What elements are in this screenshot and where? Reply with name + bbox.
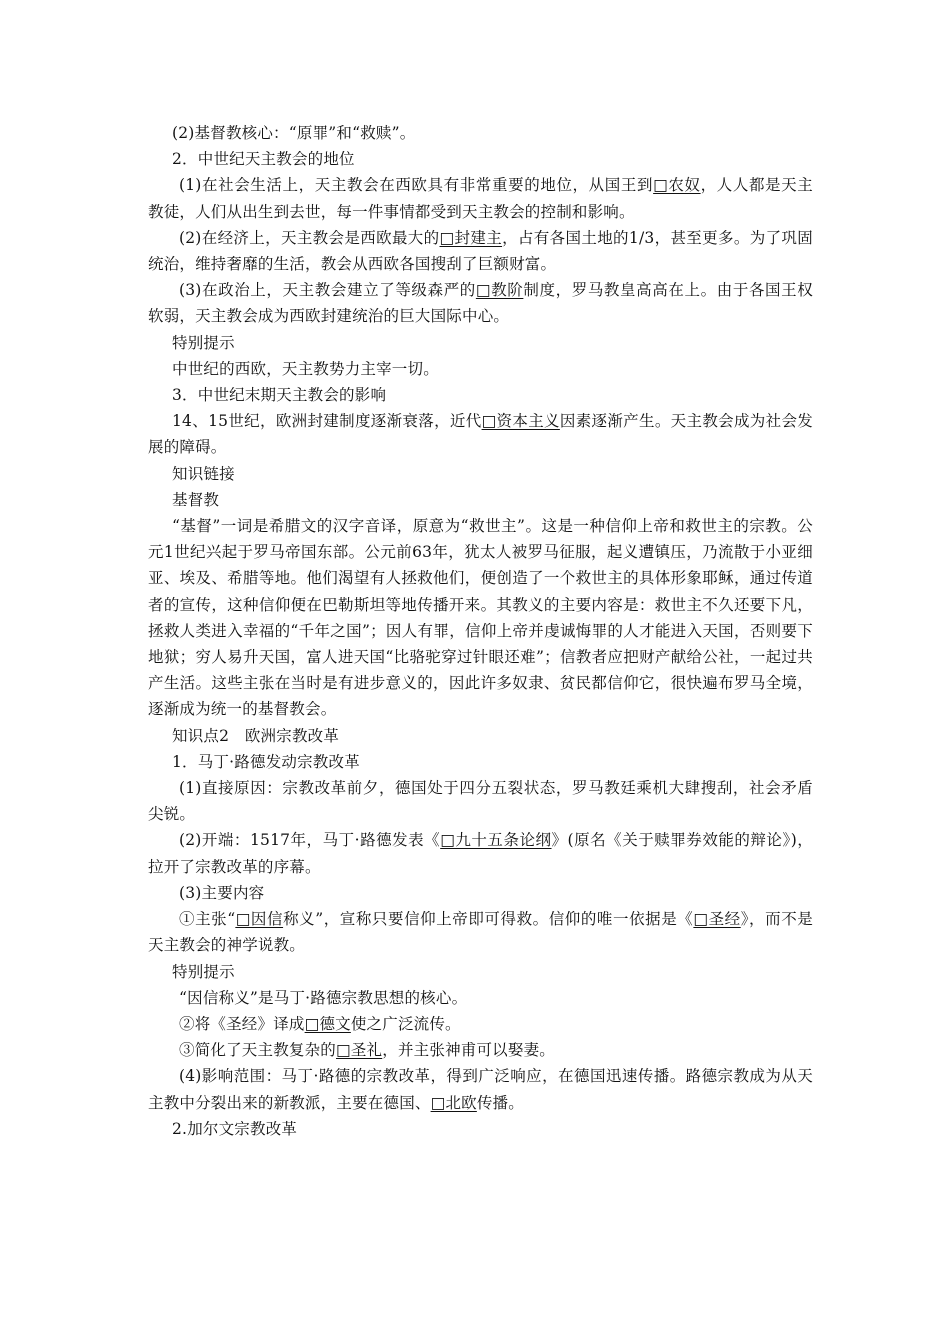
- text-segment: (1)在社会生活上，天主教会在西欧具有非常重要的地位，从国王到: [179, 176, 654, 195]
- paragraph: [148, 775, 813, 827]
- text-segment: 3．中世纪末期天主教会的影响: [172, 386, 387, 405]
- answer-blank: □九十五条论纲: [440, 831, 552, 850]
- text-segment: 使之广泛流传。: [350, 1014, 461, 1033]
- text-segment: ①主张“: [179, 910, 236, 929]
- answer-blank: □德文: [304, 1014, 351, 1033]
- answer-blank: □圣礼: [336, 1041, 383, 1060]
- text-segment: 因素逐渐产生。天主教会成为社会发展的障碍。: [148, 412, 813, 457]
- paragraph: [148, 461, 813, 487]
- text-segment: ，占有各国土地的1/3，甚至更多。为了巩固统治，维持奢靡的生活，教会从西欧各国搜刮了巨额财富。: [148, 228, 813, 274]
- paragraph: [148, 277, 813, 329]
- text-segment: (1)直接原因：宗教改革前夕，德国处于四分五裂状态，罗马教廷乘机大肆搜刮，社会矛盾尖锐。: [148, 779, 813, 824]
- paragraph: [148, 827, 813, 879]
- text-segment: 》，而不是天主教会的神学说教。: [148, 910, 813, 955]
- paragraph: [148, 959, 813, 985]
- text-segment: “基督”一词是希腊文的汉字音译，原意为“救世主”。这是一种信仰上帝和救世主的宗教。公元1世纪兴起于罗马帝国东部。公元前63年，犹太人被罗马征服，起义遭镇压，乃流散于小亚细亚、埃及、希腊等地。他们渴望有人拯救他们，便创造了一个救世主的具体形象耶稣，通过传道者的宣传，这种信仰便在巴勒斯坦等地传播开来。其教义的主要内容是：救世主不久还要下凡，拯救人类进入幸福的“千年之国”；因人有罪，信仰上帝并虔诚悔罪的人才能进入天国，否则要下地狱；穷人易升天国，富人进天国“比骆驼穿过针眼还难”；信教者应把财产献给公社，一起过共产生活。这些主张在当时是有进步意义的，因此许多奴隶、贫民都信仰它，很快遍布罗马全境，逐渐成为统一的基督教会。: [148, 517, 813, 719]
- answer-blank: □教阶: [475, 281, 524, 300]
- text-segment: 知识链接: [172, 464, 235, 483]
- text-segment: ③简化了天主教复杂的: [179, 1041, 337, 1060]
- text-segment: (3)在政治上，天主教会建立了等级森严的: [179, 281, 476, 300]
- paragraph: [148, 172, 813, 224]
- paragraph: [148, 985, 813, 1011]
- text-segment: 传播。: [476, 1093, 524, 1112]
- paragraph: [148, 487, 813, 513]
- text-segment: 特别提示: [172, 333, 235, 352]
- paragraph: [148, 1037, 813, 1063]
- paragraph: [148, 513, 813, 723]
- text-segment: 2.加尔文宗教改革: [172, 1119, 298, 1138]
- text-segment: (2)在经济上，天主教会是西欧最大的: [179, 228, 440, 247]
- text-segment: ，并主张神甫可以娶妻。: [382, 1041, 555, 1060]
- text-segment: ②将《圣经》译成: [179, 1014, 305, 1033]
- text-segment: “因信称义”是马丁·路德宗教思想的核心。: [179, 988, 468, 1007]
- answer-blank: □封建主: [439, 228, 503, 247]
- text-segment: ，人人都是天主教徒，人们从出生到去世，每一件事情都受到天主教会的控制和影响。: [148, 176, 813, 221]
- text-segment: (4)影响范围：马丁·路德的宗教改革，得到广泛响应，在德国迅速传播。路德宗教成为从天主教中分裂出来的新教派，主要在德国、: [148, 1067, 813, 1112]
- paragraph: [148, 120, 813, 146]
- paragraph: [148, 906, 813, 958]
- paragraph: [148, 146, 813, 172]
- paragraph: [148, 225, 813, 277]
- text-segment: (2)开端：1517年，马丁·路德发表《: [179, 831, 441, 850]
- paragraph: [148, 1063, 813, 1115]
- paragraph: [148, 880, 813, 906]
- text-segment: 14、15世纪，欧洲封建制度逐渐衰落，近代: [172, 412, 482, 431]
- text-segment: 制度，罗马教皇高高在上。由于各国王权软弱，天主教会成为西欧封建统治的巨大国际中心。: [148, 281, 813, 326]
- answer-blank: □北欧: [430, 1093, 477, 1112]
- text-segment: 基督教: [172, 490, 220, 509]
- text-segment: 》(原名《关于赎罪券效能的辩论》)，拉开了宗教改革的序幕。: [148, 831, 813, 876]
- text-segment: (3)主要内容: [179, 883, 265, 902]
- document-body: [148, 120, 813, 1142]
- answer-blank: □圣经: [693, 910, 741, 929]
- paragraph: [148, 330, 813, 356]
- text-segment: 知识点2 欧洲宗教改革: [172, 726, 340, 745]
- paragraph: [148, 723, 813, 749]
- paragraph: [148, 408, 813, 460]
- paragraph: [148, 382, 813, 408]
- answer-blank: □因信: [235, 910, 284, 929]
- text-segment: 中世纪的西欧，天主教势力主宰一切。: [172, 359, 439, 378]
- text-segment: 2．中世纪天主教会的地位: [172, 150, 355, 169]
- text-segment: (2)基督教核心：“原罪”和“救赎”。: [172, 124, 416, 142]
- paragraph: [148, 1116, 813, 1142]
- paragraph: [148, 1011, 813, 1037]
- paragraph: [148, 749, 813, 775]
- paragraph: [148, 356, 813, 382]
- text-segment: 1．马丁·路德发动宗教改革: [172, 752, 360, 771]
- answer-blank: □资本主义: [481, 412, 560, 431]
- answer-blank: □农奴: [653, 176, 701, 195]
- text-segment: 特别提示: [172, 962, 235, 981]
- text-segment: 称义”，宣称只要信仰上帝即可得救。信仰的唯一依据是《: [283, 910, 694, 929]
